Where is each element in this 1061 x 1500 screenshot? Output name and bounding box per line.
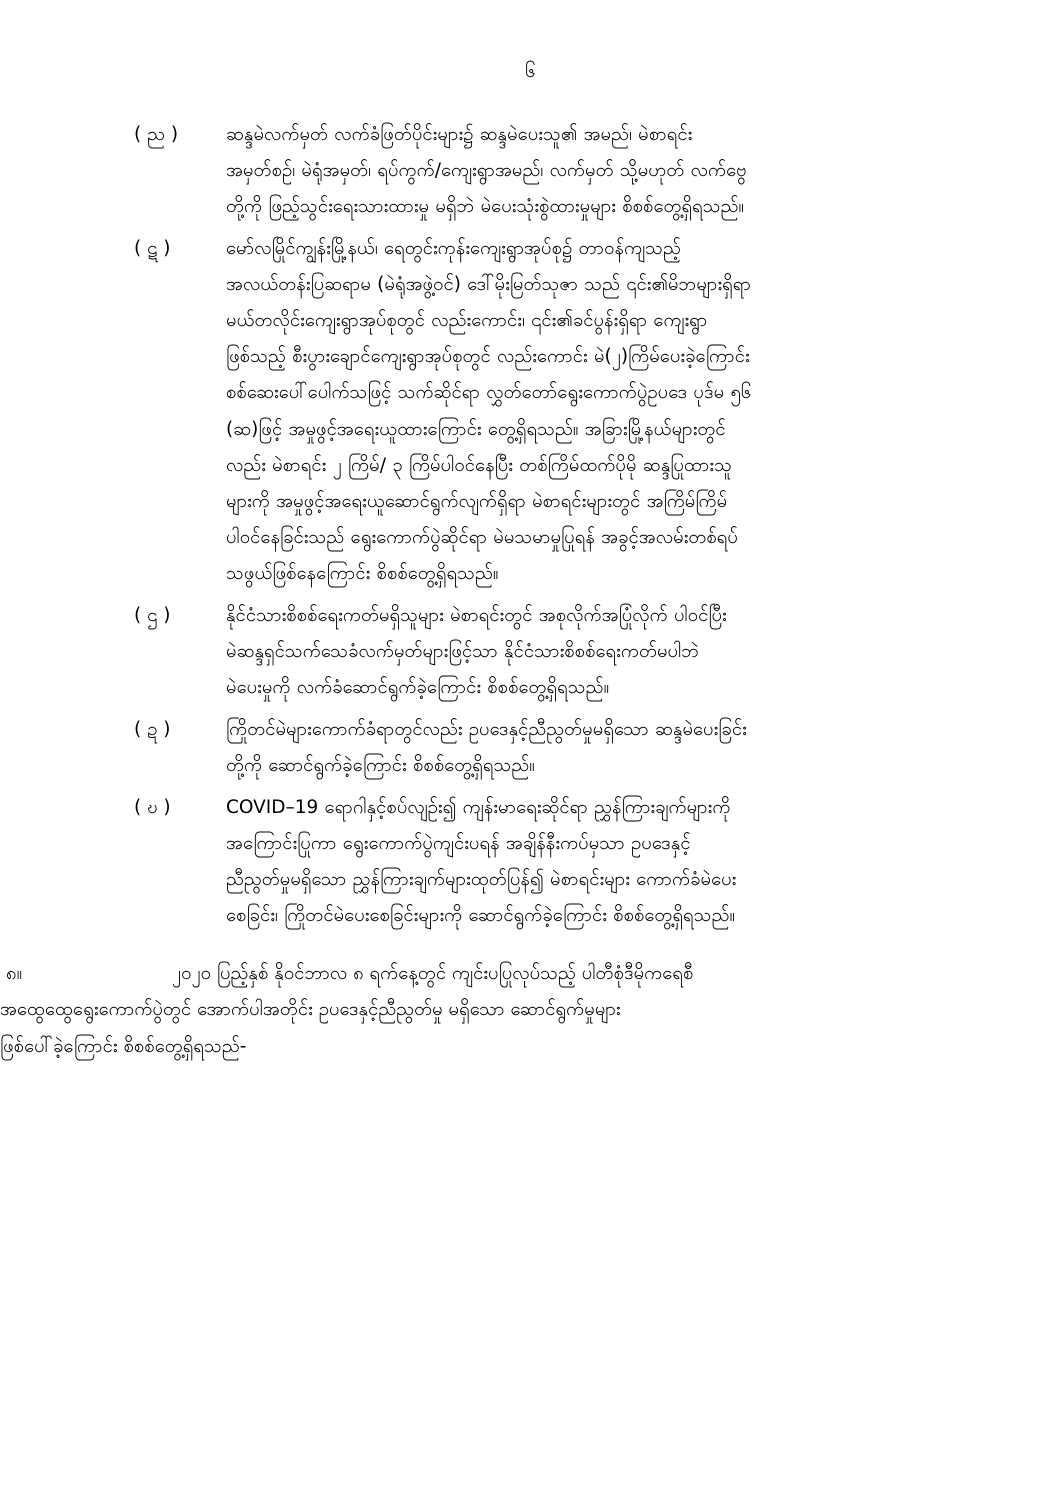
clause-text (226, 598, 991, 706)
clause-label: ( ဌ ) (134, 604, 171, 626)
document-body (0, 117, 1061, 934)
clause-line: ပါဝင်နေခြင်းသည် ရွေးကောက်ပွဲဆိုင်ရာ မဲမသမာမှုပြုရန် အခွင့်အလမ်းတစ်ရပ် (226, 526, 738, 548)
final-paragraph (0, 956, 1061, 1064)
clause-line: မဲပေးမှုကို လက်ခံဆောင်ရွက်ခဲ့ကြောင်း စိစစ်တွေ့ရှိရသည်။ (226, 676, 610, 698)
clause-line: အကြောင်းပြုကာ ရွေးကောက်ပွဲကျင်းပရန် အချိန်နီးကပ်မှသာ ဥပဒေနှင့် (226, 833, 691, 855)
clause-text (226, 790, 991, 934)
clause-line: အလယ်တန်းပြဆရာမ (မဲရုံအဖွဲ့ဝင်) ဒေါ်မိုးမြတ်သုဇာ သည် ၎င်း၏မိဘများရှိရာ (226, 274, 752, 296)
clause-item (128, 231, 991, 592)
clause-label: ( ဎ ) (134, 797, 171, 819)
clause-label: ( ဋ ) (134, 238, 171, 260)
clause-line: မဲဆန္ဒရှင်သက်သေခံလက်မှတ်များဖြင့်သာ နိုင်ငံသားစိစစ်ရေးကတ်မပါဘဲ (226, 640, 700, 662)
clause-item (128, 598, 991, 706)
paragraph-text-continued (0, 992, 991, 1064)
paragraph-text (102, 956, 991, 992)
clause-line: COVID–19 ရောဂါနှင့်စပ်လျဉ်း၍ ကျန်းမာရေးဆိုင်ရာ ညွှန်ကြားချက်များကို (226, 797, 731, 819)
clause-line: တို့ကို ဖြည့်သွင်းရေးသားထားမှု မရှိဘဲ မဲပေးသုံးစွဲထားမှုများ စိစစ်တွေ့ရှိရသည်။ (226, 196, 745, 218)
clause-line: မယ်တလိုင်းကျေးရွာအုပ်စုတွင် လည်းကောင်း၊ ၎င်း၏ခင်ပွန်းရှိရာ ကျေးရွာ (226, 310, 708, 332)
clause-item (128, 117, 991, 225)
clause-text (226, 231, 991, 592)
clause-text (226, 117, 991, 225)
clause-line: မော်လမြိုင်ကျွန်းမြို့နယ်၊ ရေတွင်းကုန်းကျေးရွာအုပ်စု၌ တာဝန်ကျသည့် (226, 238, 681, 260)
clause-text (226, 712, 991, 784)
clause-line: စစ်ဆေးပေါ်ပေါက်သဖြင့် သက်ဆိုင်ရာ လွှတ်တော်ရွေးကောက်ပွဲဥပဒေ ပုဒ်မ ၅၆ (226, 382, 752, 404)
clause-label: ( ဍ ) (134, 719, 171, 740)
clause-line: လည်း မဲစာရင်း ၂ ကြိမ်/ ၃ ကြိမ်ပါဝင်နေပြီး တစ်ကြိမ်ထက်ပိုမို ဆန္ဒပြုထားသူ (226, 454, 732, 476)
paragraph-number: ၈။ (6, 963, 23, 985)
clause-label: ( ည ) (134, 124, 179, 145)
clause-line: နိုင်ငံသားစိစစ်ရေးကတ်မရှိသူများ မဲစာရင်းတွင် အစုလိုက်အပြုံလိုက် ပါဝင်ပြီး (226, 604, 727, 626)
paragraph-line: အထွေထွေရွေးကောက်ပွဲတွင် အောက်ပါအတိုင်း ဥပဒေနှင့်ညီညွတ်မှု မရှိသော ဆောင်ရွက်မှုများ (0, 999, 621, 1021)
clause-line: တို့ကို ဆောင်ရွက်ခဲ့ကြောင်း စိစစ်တွေ့ရှိရသည်။ (226, 755, 535, 777)
clause-line: ကြိုတင်မဲများကောက်ခံရာတွင်လည်း ဥပဒေနှင့်ညီညွတ်မှုမရှိသော ဆန္ဒမဲပေးခြင်း (226, 719, 747, 740)
clause-line: စေခြင်း၊ ကြိုတင်မဲပေးစေခြင်းများကို ဆောင်ရွက်ခဲ့ကြောင်း စိစစ်တွေ့ရှိရသည်။ (226, 905, 736, 927)
page-number: ၆ (525, 60, 536, 82)
clause-line: များကို အမှုဖွင့်အရေးယူဆောင်ရွက်လျက်ရှိရာ မဲစာရင်းများတွင် အကြိမ်ကြိမ် (226, 490, 728, 512)
clause-item (128, 712, 991, 784)
clause-line: (ဆ)ဖြင့် အမှုဖွင့်အရေးယူထားကြောင်း တွေ့ရှိရသည်။ အခြားမြို့နယ်များတွင် (226, 418, 726, 440)
clause-item (128, 790, 991, 934)
paragraph-line: ဖြစ်ပေါ်ခဲ့ကြောင်း စိစစ်တွေ့ရှိရသည်- (0, 1035, 247, 1057)
paragraph-line: ၂၀၂၀ ပြည့်နှစ် နိုဝင်ဘာလ ၈ ရက်နေ့တွင် ကျင်းပပြုလုပ်သည့် ပါတီစုံဒီမိုကရေစီ (172, 963, 694, 985)
clause-line: အမှတ်စဉ်၊ မဲရုံအမှတ်၊ ရပ်ကွက်/ကျေးရွာအမည်၊ လက်မှတ် သို့မဟုတ် လက်ဗွေ (226, 160, 747, 182)
clause-line: သဖွယ်ဖြစ်နေကြောင်း စိစစ်တွေ့ရှိရသည်။ (226, 562, 499, 584)
clause-line: ညီညွတ်မှုမရှိသော ညွှန်ကြားချက်များထုတ်ပြန်၍ မဲစာရင်းများ ကောက်ခံမဲပေး (226, 869, 737, 891)
clause-line: ဖြစ်သည့် စီးပွားချောင်ကျေးရွာအုပ်စုတွင် လည်းကောင်း မဲ(၂)ကြိမ်ပေးခဲ့ကြောင်း (226, 346, 750, 368)
clause-line: ဆန္ဒမဲလက်မှတ် လက်ခံဖြတ်ပိုင်းများ၌ ဆန္ဒမဲပေးသူ၏ အမည်၊ မဲစာရင်း (226, 124, 693, 145)
